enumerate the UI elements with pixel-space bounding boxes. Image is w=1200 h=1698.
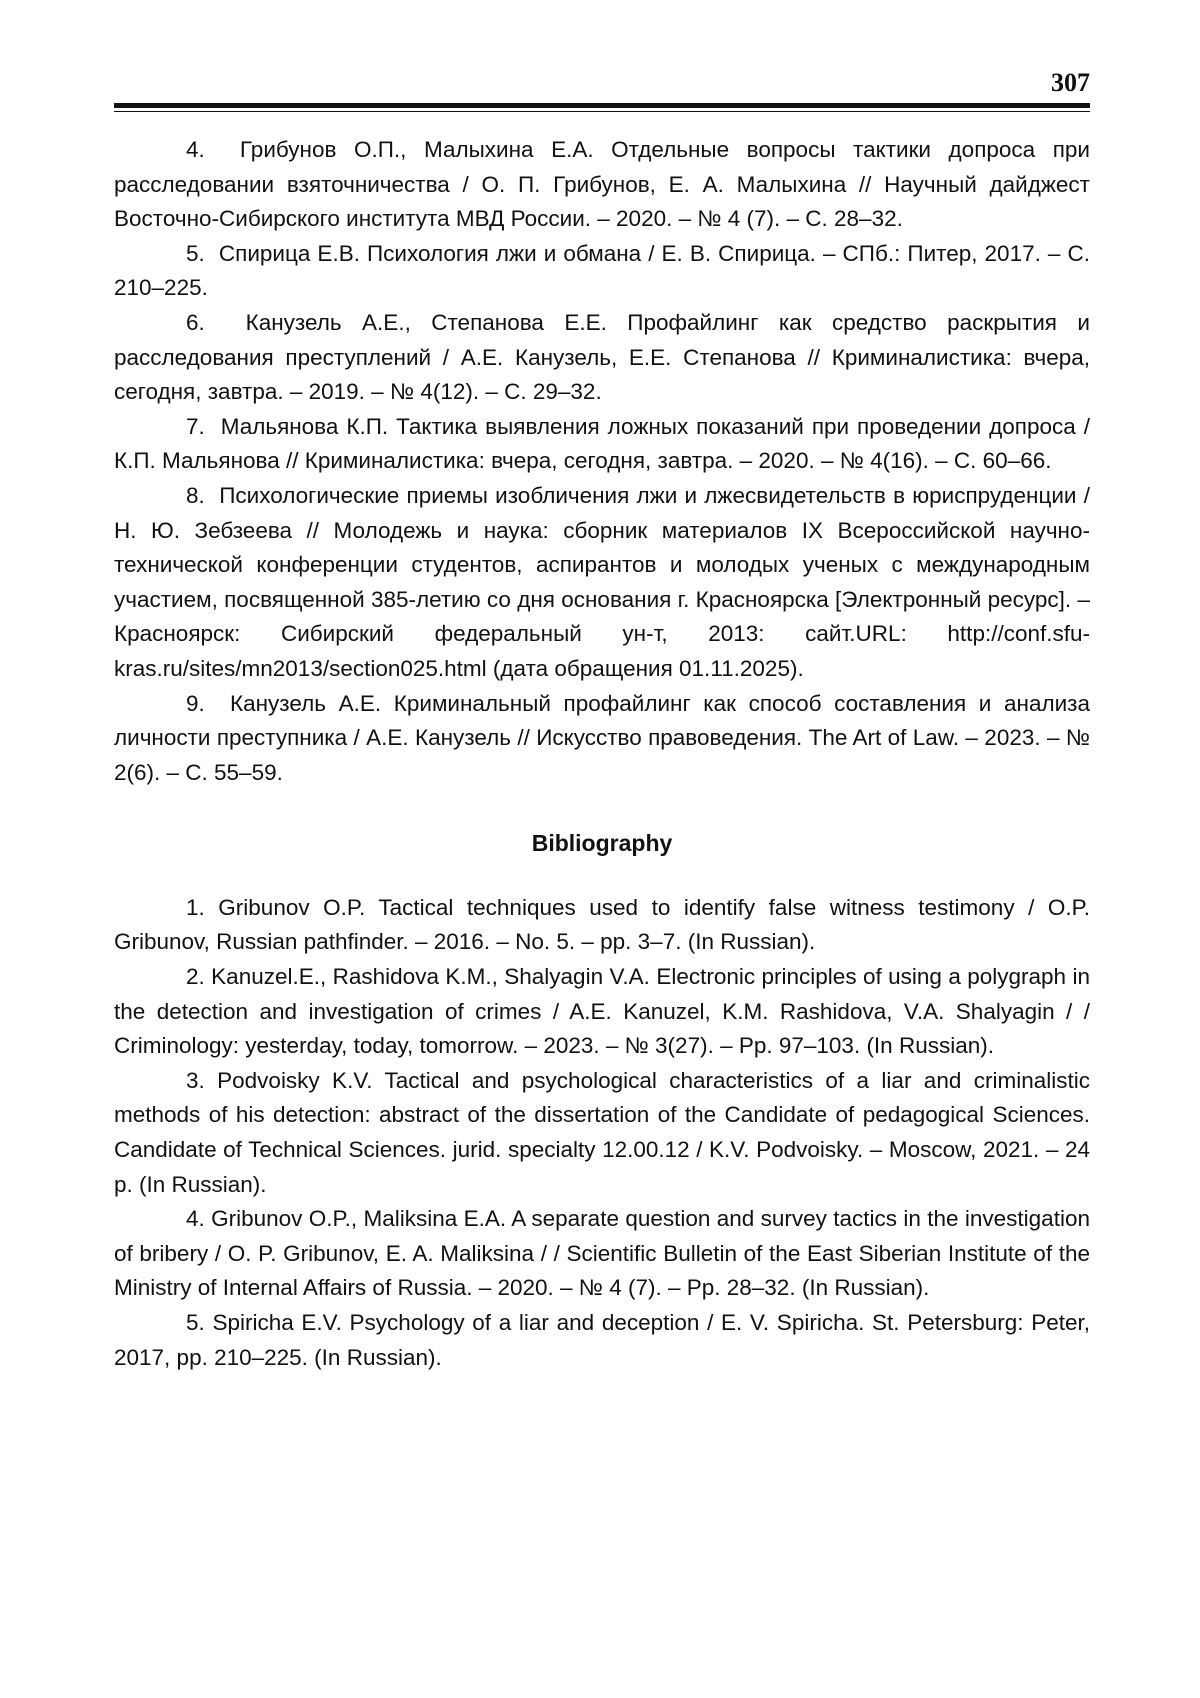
reference-text: Канузель А.Е. Криминальный профайлинг как способ составления и анализа личности преступника / А.Е. Канузель // Искусство правоведения. The Art of Law. – 2023. – № 2(6). – С. 55–59. [114, 690, 1090, 785]
reference-number: 3. [186, 1067, 205, 1093]
reference-item [114, 687, 1090, 791]
reference-item [114, 133, 1090, 237]
header-rule-thin [114, 111, 1090, 112]
reference-number: 2. [186, 964, 205, 990]
reference-text: Мальянова К.П. Тактика выявления ложных показаний при проведении допроса / К.П. Мальянова // Криминалистика: вчера, сегодня, завтра. – 2020. – № 4(16). – С. 60–66. [114, 413, 1090, 474]
reference-text: Канузель А.Е., Степанова Е.Е. Профайлинг как средство раскрытия и расследования преступлений / А.Е. Канузель, Е.Е. Степанова // Криминалистика: вчера, сегодня, завтра. – 2019. – № 4(12). – С. 29–32. [114, 309, 1090, 405]
reference-number: 8. [186, 482, 205, 508]
bibliography-heading: Bibliography [531, 830, 673, 857]
reference-text: Спирица Е.В. Психология лжи и обмана / Е. В. Спирица. – СПб.: Питер, 2017. – С. 210–225. [114, 240, 1090, 301]
reference-number: 4. [186, 137, 205, 162]
reference-text: Психологические приемы изобличения лжи и лжесвидетельств в юриспруденции / Н. Ю. Зебзеева // Молодежь и наука: сборник материалов IX Всероссийской научно-технической конференции студентов, аспирантов и молодых ученых с международным участием, посвященной 385-летию со дня основания г. Красноярска [Электронный ресурс]. – Красноярск: Сибирский федеральный ун-т, 2013: сайт.URL: http://conf.sfu-kras.ru/sites/mn2013/section025.html (дата обращения 01.11.2025). [114, 482, 1090, 681]
reference-number: 4. [186, 1206, 205, 1232]
references-russian [114, 133, 1090, 790]
reference-item [114, 891, 1090, 960]
reference-item [114, 1306, 1090, 1375]
reference-text: Gribunov O.P., Maliksina E.A. A separate question and survey tactics in the investigation of bribery / O. P. Gribunov, E. A. Maliksina / / Scientific Bulletin of the East Siberian Institute of the Ministry of Internal Affairs of Russia. – 2020. – № 4 (7). – Pp. 28–32. (In Russian). [114, 1206, 1090, 1301]
reference-text: Gribunov O.P. Tactical techniques used to identify false witness testimony / O.P. Gribunov, Russian pathfinder. – 2016. – No. 5. – pp. 3–7. (In Russian). [114, 894, 1090, 955]
reference-number: 6. [186, 309, 205, 335]
reference-text: Kanuzel.E., Rashidova K.M., Shalyagin V.A. Electronic principles of using a polygraph in the detection and investigation of crimes / A.E. Kanuzel, K.M. Rashidova, V.A. Shalyagin / / Criminology: yesterday, today, tomorrow. – 2023. – № 3(27). – Pp. 97–103. (In Russian). [114, 964, 1090, 1059]
reference-item [114, 237, 1090, 306]
reference-text: Spiricha E.V. Psychology of a liar and deception / E. V. Spiricha. St. Petersburg: Peter, 2017, pp. 210–225. (In Russian). [114, 1310, 1090, 1370]
reference-item [114, 1064, 1090, 1202]
reference-item [114, 306, 1090, 410]
references-english [114, 891, 1090, 1375]
reference-number: 1. [186, 894, 205, 920]
reference-number: 5. [186, 1310, 205, 1335]
reference-text: Podvoisky K.V. Tactical and psychological characteristics of a liar and criminalistic methods of his detection: abstract of the dissertation of the Candidate of pedagogical Sciences. Candidate of Technical Sciences. jurid. specialty 12.00.12 / K.V. Podvoisky. – Moscow, 2021. – 24 p. (In Russian). [114, 1067, 1090, 1197]
header-rule-thick [114, 103, 1090, 108]
reference-text: Грибунов О.П., Малыхина Е.А. Отдельные вопросы тактики допроса при расследовании взяточничества / О. П. Грибунов, Е. А. Малыхина // Научный дайджест Восточно-Сибирского института МВД России. – 2020. – № 4 (7). – С. 28–32. [114, 137, 1090, 232]
page-number: 307 [1051, 68, 1090, 97]
reference-number: 9. [186, 690, 205, 716]
reference-item [114, 960, 1090, 1064]
reference-item [114, 1202, 1090, 1306]
reference-item [114, 410, 1090, 479]
reference-number: 5. [186, 240, 205, 266]
reference-item [114, 479, 1090, 687]
reference-number: 7. [186, 413, 205, 439]
main-content [114, 133, 1090, 1375]
